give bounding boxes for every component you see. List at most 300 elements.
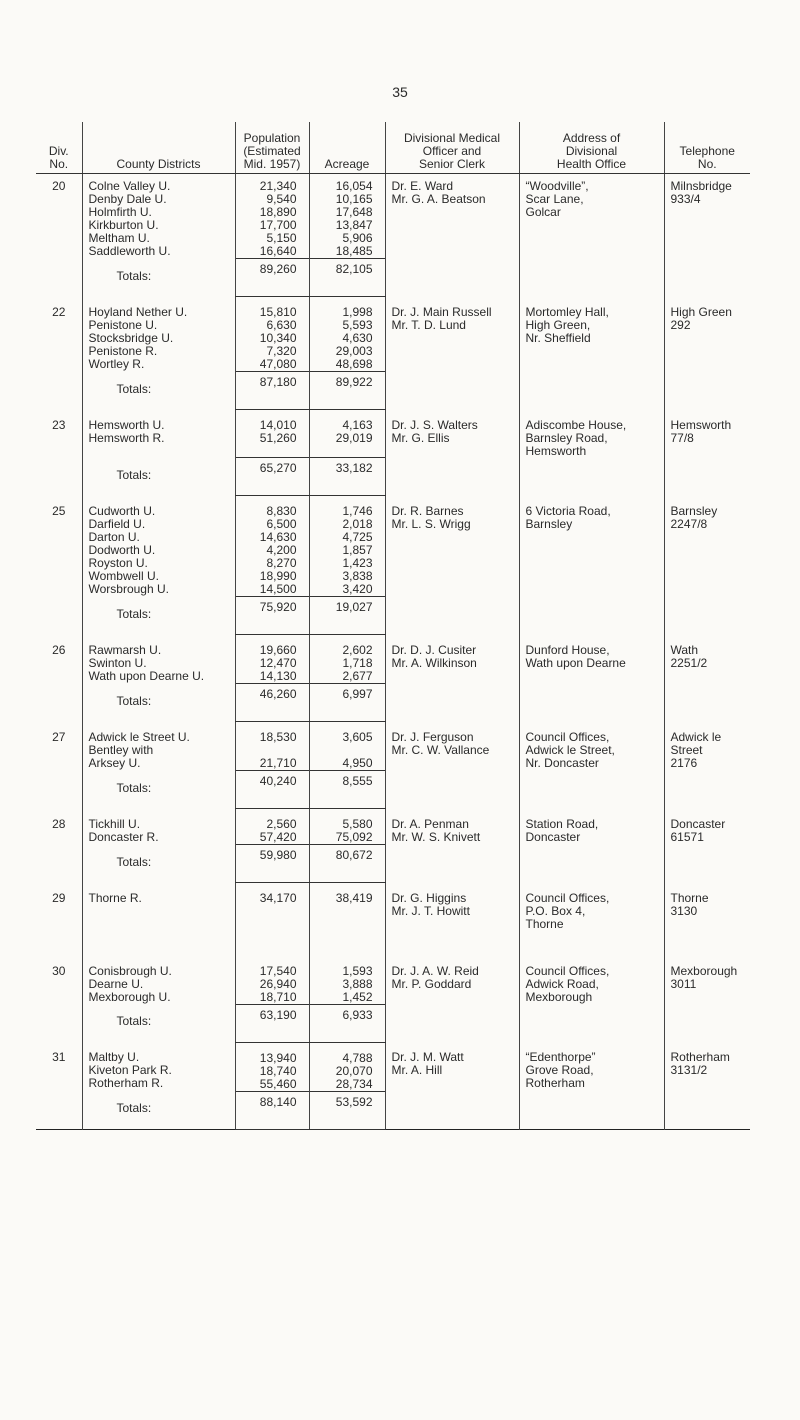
totals-spacer: [664, 597, 750, 635]
cell-line: Bentley with: [88, 742, 154, 757]
totals-spacer: [519, 1091, 664, 1130]
header-county-districts: County Districts: [82, 122, 235, 174]
cell-line: 4,788: [342, 1050, 373, 1065]
cell-line: Kiveton Park R.: [88, 1063, 172, 1077]
cell-line: 9,540: [266, 192, 297, 206]
total-acreage: [309, 931, 385, 956]
total-acreage: 6,933: [309, 1004, 385, 1042]
acreage-values: [309, 297, 385, 372]
totals-label: Totals:: [82, 684, 235, 722]
totals-row: [36, 771, 750, 809]
cell-line: 3,838: [342, 569, 373, 583]
totals-row: [36, 597, 750, 635]
cell-line: Adwick Road,: [525, 976, 599, 991]
medical-officer: [385, 496, 519, 597]
telephone-number: [664, 956, 750, 1005]
cell-line: 5,150: [266, 231, 297, 245]
cell-line: Hemsworth: [670, 417, 732, 432]
division-row: [36, 956, 750, 1005]
medical-officer: [385, 722, 519, 771]
cell-line: 13,940: [259, 1050, 297, 1065]
cell-line: 1,593: [342, 963, 373, 978]
totals-label: Totals:: [82, 1004, 235, 1042]
cell-line: 18,990: [259, 569, 297, 583]
telephone-number: [664, 722, 750, 771]
cell-line: 4,725: [342, 530, 373, 544]
header-div-no: Div. No.: [36, 122, 82, 174]
cell-line: 51,260: [259, 431, 297, 445]
division-row: [36, 410, 750, 458]
cell-line: Swinton U.: [88, 655, 147, 670]
totals-spacer: [36, 931, 82, 956]
health-office-address: [519, 956, 664, 1005]
acreage-values: [309, 883, 385, 931]
cell-line: Dodworth U.: [88, 542, 156, 557]
cell-line: 5,580: [342, 817, 373, 831]
totals-spacer: [385, 845, 519, 883]
division-number: 23: [52, 417, 66, 432]
cell-line: Colne Valley U.: [88, 179, 171, 193]
cell-line: Dr. G. Higgins: [391, 890, 467, 905]
division-number: 30: [52, 963, 66, 978]
cell-line: Penistone U.: [88, 317, 158, 332]
telephone-number: [664, 297, 750, 372]
cell-line: Mexborough: [525, 989, 593, 1004]
total-population: 87,180: [235, 372, 309, 410]
cell-line: 5,906: [342, 231, 373, 245]
total-population: [235, 931, 309, 956]
cell-line: 6 Victoria Road,: [525, 503, 611, 518]
district-names: [82, 410, 235, 458]
totals-spacer: [36, 597, 82, 635]
cell-line: 2176: [670, 755, 698, 770]
cell-line: 55,460: [259, 1076, 297, 1091]
cell-line: Mr. G. Ellis: [391, 430, 450, 445]
acreage-values: [309, 174, 385, 259]
acreage-values: [309, 956, 385, 1005]
division-number: 28: [52, 816, 66, 831]
cell-line: Penistone R.: [88, 343, 158, 358]
medical-officer: [385, 410, 519, 458]
cell-line: 48,698: [335, 357, 373, 371]
totals-row: [36, 259, 750, 297]
total-population: 40,240: [235, 771, 309, 809]
cell-line: 14,130: [259, 669, 297, 683]
totals-spacer: [664, 1091, 750, 1130]
district-names: [82, 496, 235, 597]
totals-spacer: [519, 845, 664, 883]
cell-line: 4,163: [342, 418, 373, 432]
cell-line: Mortomley Hall,: [525, 304, 609, 319]
cell-line: Rawmarsh U.: [88, 642, 162, 657]
cell-line: 3130: [670, 903, 698, 918]
cell-line: Nr. Doncaster: [525, 755, 599, 770]
health-office-address: [519, 410, 664, 458]
telephone-number: [664, 174, 750, 259]
header-row: [36, 122, 750, 174]
medical-officer: [385, 635, 519, 684]
header-address: Address of Divisional Health Office: [519, 122, 664, 174]
cell-line: 2247/8: [670, 516, 708, 531]
page-number: 35: [392, 84, 408, 100]
totals-spacer: [36, 1004, 82, 1042]
cell-line: 2,560: [266, 817, 297, 831]
cell-line: 8,830: [266, 504, 297, 518]
cell-line: 1,423: [342, 556, 373, 570]
total-acreage: 33,182: [309, 458, 385, 496]
cell-line: Council Offices,: [525, 963, 610, 978]
cell-line: 10,165: [335, 192, 373, 206]
health-office-address: [519, 174, 664, 259]
cell-line: 13,847: [335, 218, 373, 232]
district-names: [82, 1042, 235, 1091]
cell-line: High Green: [670, 304, 732, 319]
total-population: 59,980: [235, 845, 309, 883]
division-row: [36, 635, 750, 684]
cell-line: Rotherham: [670, 1050, 730, 1064]
cell-line: Street: [670, 742, 703, 757]
cell-line: Doncaster: [525, 829, 581, 844]
cell-line: 34,170: [259, 891, 297, 905]
cell-line: Dr. J. Ferguson: [391, 729, 474, 744]
totals-spacer: [36, 845, 82, 883]
division-row: [36, 496, 750, 597]
division-number: 31: [52, 1050, 66, 1064]
cell-line: 61571: [670, 829, 704, 844]
total-population: 65,270: [235, 458, 309, 496]
cell-line: 3131/2: [670, 1063, 708, 1077]
cell-line: 2,602: [342, 643, 373, 657]
health-office-address: [519, 1042, 664, 1091]
total-acreage: 53,592: [309, 1091, 385, 1130]
telephone-number: [664, 496, 750, 597]
cell-line: 15,810: [259, 305, 297, 319]
totals-spacer: [385, 684, 519, 722]
division-row: [36, 1042, 750, 1091]
acreage-values: [309, 635, 385, 684]
acreage-values: [309, 496, 385, 597]
total-acreage: 6,997: [309, 684, 385, 722]
district-names: [82, 809, 235, 845]
totals-spacer: [36, 684, 82, 722]
health-office-address: [519, 496, 664, 597]
acreage-values: [309, 809, 385, 845]
cell-line: 2,018: [342, 517, 373, 531]
cell-line: P.O. Box 4,: [525, 903, 586, 918]
cell-line: Hoyland Nether U.: [88, 304, 188, 319]
telephone-number: [664, 809, 750, 845]
totals-spacer: [519, 458, 664, 496]
totals-spacer: [519, 597, 664, 635]
cell-line: Wath upon Dearne U.: [88, 668, 205, 683]
division-number: 20: [52, 179, 66, 193]
cell-line: Darfield U.: [88, 516, 146, 531]
totals-spacer: [385, 931, 519, 956]
cell-line: Doncaster R.: [88, 829, 159, 844]
totals-label: Totals:: [82, 259, 235, 297]
cell-line: Thorne: [670, 890, 709, 905]
cell-line: Stocksbridge U.: [88, 330, 174, 345]
cell-line: 16,054: [335, 179, 373, 193]
cell-line: 47,080: [259, 357, 297, 371]
division-number: 22: [52, 304, 66, 319]
totals-spacer: [385, 597, 519, 635]
total-population: 46,260: [235, 684, 309, 722]
totals-label: Totals:: [82, 597, 235, 635]
cell-line: Mr. T. D. Lund: [391, 317, 466, 332]
cell-line: Hemsworth: [525, 443, 587, 458]
totals-spacer: [519, 771, 664, 809]
total-acreage: 8,555: [309, 771, 385, 809]
header-population: Population (Estimated Mid. 1957): [235, 122, 309, 174]
totals-spacer: [664, 458, 750, 496]
cell-line: Wortley R.: [88, 356, 145, 371]
cell-line: 16,640: [259, 244, 297, 258]
acreage-values: [309, 410, 385, 458]
cell-line: 1,452: [342, 989, 373, 1004]
cell-line: Mr. A. Hill: [391, 1063, 443, 1077]
cell-line: Grove Road,: [525, 1063, 594, 1077]
cell-line: Dr. J. Main Russell: [391, 304, 492, 319]
cell-line: Darton U.: [88, 529, 140, 544]
cell-line: 14,630: [259, 530, 297, 544]
total-population: 75,920: [235, 597, 309, 635]
cell-line: Cudworth U.: [88, 503, 156, 518]
cell-line: Thorne: [525, 916, 564, 931]
cell-line: 3,605: [342, 730, 373, 744]
cell-line: Scar Lane,: [525, 192, 584, 206]
cell-line: Mr. P. Goddard: [391, 976, 472, 991]
cell-line: Doncaster: [670, 816, 726, 831]
cell-line: 3011: [670, 976, 697, 991]
cell-line: Maltby U.: [88, 1050, 140, 1064]
division-number: 29: [52, 890, 66, 905]
cell-line: Council Offices,: [525, 729, 610, 744]
cell-line: Hemsworth U.: [88, 417, 165, 432]
medical-officer: [385, 174, 519, 259]
population-values: [235, 410, 309, 458]
cell-line: 19,660: [259, 643, 297, 657]
acreage-values: [309, 1042, 385, 1091]
cell-line: “Woodville”,: [525, 179, 589, 193]
cell-line: Kirkburton U.: [88, 218, 159, 232]
cell-line: Dr. J. M. Watt: [391, 1050, 464, 1064]
totals-spacer: [664, 1004, 750, 1042]
cell-line: 1,718: [342, 656, 373, 670]
cell-line: Worsbrough U.: [88, 581, 169, 596]
cell-line: 29,019: [335, 431, 373, 445]
cell-line: Tickhill U.: [88, 816, 141, 831]
cell-line: Arksey U.: [88, 755, 141, 770]
totals-row: [36, 684, 750, 722]
totals-spacer: [519, 684, 664, 722]
district-names: [82, 722, 235, 771]
cell-line: Mr. L. S. Wrigg: [391, 516, 471, 531]
cell-line: 18,485: [335, 244, 373, 258]
totals-spacer: [664, 771, 750, 809]
totals-row: [36, 845, 750, 883]
health-office-address: [519, 297, 664, 372]
cell-line: Adwick le: [670, 729, 722, 744]
cell-line: 18,530: [259, 730, 297, 744]
totals-spacer: [385, 259, 519, 297]
cell-line: 28,734: [335, 1076, 373, 1091]
population-values: [235, 809, 309, 845]
cell-line: 77/8: [670, 430, 694, 445]
cell-line: Council Offices,: [525, 890, 610, 905]
totals-spacer: [385, 771, 519, 809]
medical-officer: [385, 883, 519, 931]
cell-line: 12,470: [259, 656, 297, 670]
division-number: 27: [52, 729, 66, 744]
cell-line: High Green,: [525, 317, 591, 332]
district-names: [82, 635, 235, 684]
cell-line: 17,648: [335, 205, 373, 219]
cell-line: 18,890: [259, 205, 297, 219]
cell-line: 3,888: [342, 976, 373, 991]
medical-officer: [385, 1042, 519, 1091]
population-values: [235, 956, 309, 1005]
telephone-number: [664, 883, 750, 931]
header-acreage: Acreage: [309, 122, 385, 174]
medical-officer: [385, 297, 519, 372]
totals-label: Totals:: [82, 771, 235, 809]
cell-line: Dr. J. S. Walters: [391, 417, 478, 432]
cell-line: 1,857: [342, 543, 373, 557]
cell-line: 4,630: [342, 331, 373, 345]
population-values: [235, 297, 309, 372]
totals-spacer: [36, 771, 82, 809]
totals-spacer: [664, 684, 750, 722]
cell-line: 18,710: [259, 989, 297, 1004]
acreage-values: [309, 722, 385, 771]
population-values: [235, 1042, 309, 1091]
cell-line: Mr. A. Wilkinson: [391, 655, 477, 670]
division-row: [36, 809, 750, 845]
totals-spacer: [36, 259, 82, 297]
division-number: 26: [52, 642, 66, 657]
cell-line: 933/4: [670, 192, 701, 206]
cell-line: Wath upon Dearne: [525, 655, 626, 670]
cell-line: Denby Dale U.: [88, 192, 167, 206]
cell-line: Barnsley Road,: [525, 430, 608, 445]
division-row: [36, 883, 750, 931]
total-population: 63,190: [235, 1004, 309, 1042]
total-acreage: 19,027: [309, 597, 385, 635]
cell-line: 18,740: [259, 1063, 297, 1078]
totals-spacer: [519, 1004, 664, 1042]
division-row: [36, 174, 750, 259]
cell-line: Rotherham: [525, 1076, 585, 1090]
population-values: [235, 722, 309, 771]
cell-line: Rotherham R.: [88, 1076, 164, 1090]
totals-spacer: [36, 458, 82, 496]
cell-line: 29,003: [335, 344, 373, 358]
cell-line: Dr. J. A. W. Reid: [391, 963, 479, 978]
cell-line: Dunford House,: [525, 642, 610, 657]
cell-line: Golcar: [525, 205, 561, 219]
cell-line: 6,630: [266, 318, 297, 332]
totals-spacer: [385, 1004, 519, 1042]
header-telephone: Telephone No.: [664, 122, 750, 174]
cell-line: Saddleworth U.: [88, 244, 171, 258]
total-acreage: 89,922: [309, 372, 385, 410]
totals-spacer: [664, 259, 750, 297]
district-names: [82, 174, 235, 259]
cell-line: Adwick le Street U.: [88, 729, 190, 744]
cell-line: Wath: [670, 642, 699, 657]
cell-line: Mexborough U.: [88, 989, 171, 1004]
cell-line: 26,940: [259, 976, 297, 991]
totals-spacer: [385, 372, 519, 410]
totals-label: Totals:: [82, 372, 235, 410]
cell-line: Nr. Sheffield: [525, 330, 591, 345]
cell-line: 1,998: [342, 305, 373, 319]
totals-spacer: [519, 259, 664, 297]
cell-line: Dr. E. Ward: [391, 179, 454, 193]
total-population: 89,260: [235, 259, 309, 297]
health-office-address: [519, 722, 664, 771]
totals-row: [36, 1091, 750, 1130]
district-names: [82, 297, 235, 372]
cell-line: Barnsley: [670, 503, 718, 518]
district-names: [82, 883, 235, 931]
population-values: [235, 174, 309, 259]
cell-line: Conisbrough U.: [88, 963, 172, 978]
cell-line: Mexborough: [670, 963, 738, 978]
cell-line: 3,420: [342, 582, 373, 596]
cell-line: 21,340: [259, 179, 297, 193]
division-row: [36, 297, 750, 372]
cell-line: 1,746: [342, 504, 373, 518]
division-row: [36, 722, 750, 771]
totals-spacer: [385, 1091, 519, 1130]
medical-officer: [385, 809, 519, 845]
totals-spacer: [385, 458, 519, 496]
cell-line: Station Road,: [525, 816, 599, 831]
cell-line: Dr. D. J. Cusiter: [391, 642, 477, 657]
health-office-address: [519, 635, 664, 684]
cell-line: 4,950: [342, 756, 373, 770]
totals-row: [36, 458, 750, 496]
telephone-number: [664, 410, 750, 458]
totals-label: [82, 931, 235, 956]
cell-line: Wombwell U.: [88, 568, 159, 583]
cell-line: Mr. W. S. Knivett: [391, 829, 481, 844]
cell-line: Mr. G. A. Beatson: [391, 192, 486, 206]
totals-spacer: [519, 372, 664, 410]
header-officer: Divisional Medical Officer and Senior Clerk: [385, 122, 519, 174]
cell-line: Mr. J. T. Howitt: [391, 903, 470, 918]
health-office-address: [519, 809, 664, 845]
total-acreage: 80,672: [309, 845, 385, 883]
divisions-table: [36, 122, 750, 1130]
cell-line: 5,593: [342, 318, 373, 332]
cell-line: Dearne U.: [88, 976, 144, 991]
totals-label: Totals:: [82, 845, 235, 883]
telephone-number: [664, 1042, 750, 1091]
totals-row: [36, 931, 750, 956]
cell-line: 6,500: [266, 517, 297, 531]
division-number: 25: [52, 503, 66, 518]
cell-line: Mr. C. W. Vallance: [391, 742, 490, 757]
totals-spacer: [664, 931, 750, 956]
cell-line: 10,340: [259, 331, 297, 345]
cell-line: Adwick le Street,: [525, 742, 615, 757]
cell-line: 21,710: [259, 756, 297, 770]
totals-spacer: [519, 931, 664, 956]
cell-line: 292: [670, 317, 691, 332]
